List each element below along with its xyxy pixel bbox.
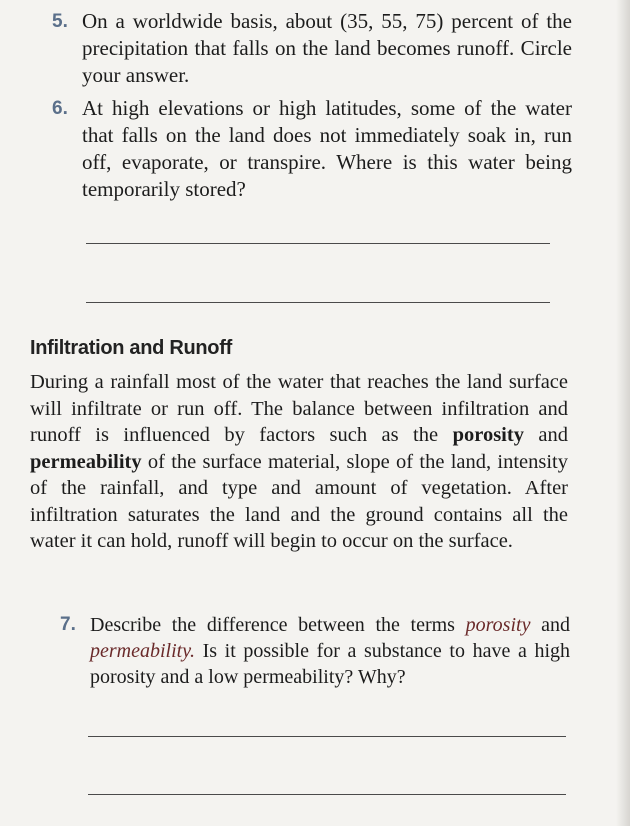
question-number: 5. — [52, 11, 68, 32]
question-6 — [52, 95, 572, 203]
question-number: 6. — [52, 98, 68, 119]
paragraph-text: and — [523, 424, 568, 446]
question-number: 7. — [60, 614, 76, 635]
term-permeability: permeability. — [90, 640, 195, 662]
paragraph-text: During a rainfall most of the water that reaches the land surface will infiltrate or run off. The balance between infiltration and runoff is influenced by factors such as the — [30, 371, 568, 446]
question-text-part: Is it possible for a substance to have a high porosity and a low permeability? Why? — [90, 640, 570, 688]
question-text-part: Describe the difference between the terms — [90, 614, 466, 636]
question-7 — [60, 612, 570, 690]
answer-line-q6-1[interactable] — [86, 243, 550, 244]
term-permeability: permeability — [30, 450, 142, 473]
section-heading: Infiltration and Runoff — [30, 337, 232, 359]
term-porosity: porosity — [452, 424, 524, 446]
question-text: At high elevations or high latitudes, some of the water that falls on the land does not immediately soak in, run off, evaporate, or transpire. Where is this water being temporarily stored? — [82, 96, 572, 201]
answer-line-q6-2[interactable] — [86, 302, 550, 303]
term-porosity: porosity — [465, 614, 531, 636]
question-text — [90, 612, 570, 690]
page-edge-shadow — [616, 0, 630, 826]
question-5 — [52, 8, 572, 89]
answer-line-q7-2[interactable] — [88, 794, 566, 795]
section-paragraph — [30, 369, 568, 555]
paragraph-text: of the surface material, slope of the land, intensity of the rainfall, and type and amount of vegetation. After infiltration saturates the land and the ground contains all the water it can hold, runoff will begin to occur on the surface. — [30, 450, 568, 552]
question-text-part: and — [530, 614, 570, 636]
answer-line-q7-1[interactable] — [88, 736, 566, 737]
question-text: On a worldwide basis, about (35, 55, 75) percent of the precipitation that falls on the land becomes runoff. Circle your answer. — [82, 9, 572, 87]
